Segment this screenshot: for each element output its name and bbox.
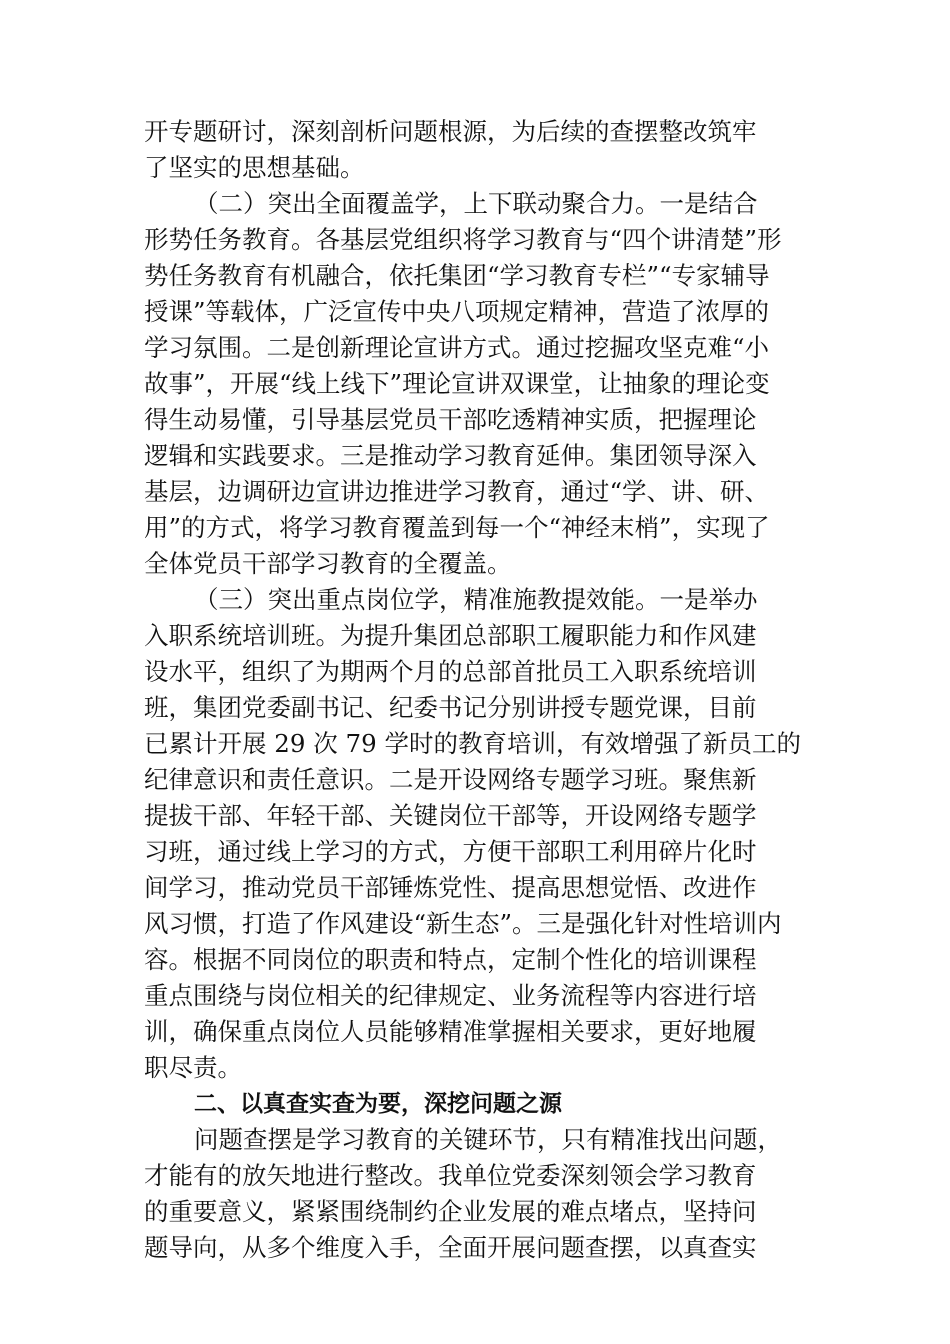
- text-line: 开专题研讨，深刻剖析问题根源，为后续的查摆整改筑牢: [144, 117, 757, 146]
- text-line: 已累计开展 29 次 79 学时的教育培训，有效增强了新员工的: [144, 729, 801, 758]
- section-heading: 二、以真查实查为要，深挖问题之源: [194, 1091, 562, 1117]
- text-line: 训，确保重点岗位人员能够精准掌握相关要求，更好地履: [144, 1017, 757, 1046]
- text-line: （三）突出重点岗位学，精准施教提效能。一是举办: [194, 585, 758, 614]
- text-line: 得生动易懂，引导基层党员干部吃透精神实质，把握理论: [144, 405, 757, 434]
- text-line: （二）突出全面覆盖学，上下联动聚合力。一是结合: [194, 189, 758, 218]
- text-line: 重点围绕与岗位相关的纪律规定、业务流程等内容进行培: [144, 981, 757, 1010]
- text-line: 学习氛围。二是创新理论宣讲方式。通过挖掘攻坚克难“小: [144, 333, 770, 362]
- text-line: 形势任务教育。各基层党组织将学习教育与“四个讲清楚”形: [144, 225, 782, 254]
- text-line: 容。根据不同岗位的职责和特点，定制个性化的培训课程: [144, 945, 757, 974]
- text-line: 题导向，从多个维度入手，全面开展问题查摆，以真查实: [144, 1233, 757, 1262]
- text-line: 才能有的放矢地进行整改。我单位党委深刻领会学习教育: [144, 1161, 757, 1190]
- text-line: 习班，通过线上学习的方式，方便干部职工利用碎片化时: [144, 837, 757, 866]
- text-line: 基层，边调研边宣讲边推进学习教育，通过“学、讲、研、: [144, 477, 770, 506]
- text-line: 用”的方式，将学习教育覆盖到每一个“神经末梢”，实现了: [144, 513, 770, 542]
- text-line: 入职系统培训班。为提升集团总部职工履职能力和作风建: [144, 621, 757, 650]
- text-line: 的重要意义，紧紧围绕制约企业发展的难点堵点，坚持问: [144, 1197, 757, 1226]
- text-line: 故事”，开展“线上线下”理论宣讲双课堂，让抽象的理论变: [144, 369, 770, 398]
- text-line: 势任务教育有机融合，依托集团“学习教育专栏”“专家辅导: [144, 261, 770, 290]
- text-line: 风习惯，打造了作风建设“新生态”。三是强化针对性培训内: [144, 909, 782, 938]
- text-line: 间学习，推动党员干部锤炼党性、提高思想觉悟、改进作: [144, 873, 757, 902]
- text-line: 授课”等载体，广泛宣传中央八项规定精神，营造了浓厚的: [144, 297, 770, 326]
- document-body: [144, 114, 844, 1266]
- text-line: 逻辑和实践要求。三是推动学习教育延伸。集团领导深入: [144, 441, 757, 470]
- text-line: 提拔干部、年轻干部、关键岗位干部等，开设网络专题学: [144, 801, 757, 830]
- text-line: 问题查摆是学习教育的关键环节，只有精准找出问题，: [194, 1125, 782, 1154]
- text-line: 纪律意识和责任意识。二是开设网络专题学习班。聚焦新: [144, 765, 757, 794]
- text-line: 全体党员干部学习教育的全覆盖。: [144, 549, 512, 578]
- text-line: 了坚实的思想基础。: [144, 153, 365, 182]
- text-line: 设水平，组织了为期两个月的总部首批员工入职系统培训: [144, 657, 757, 686]
- text-line: 职尽责。: [144, 1053, 242, 1082]
- text-line: 班，集团党委副书记、纪委书记分别讲授专题党课，目前: [144, 693, 757, 722]
